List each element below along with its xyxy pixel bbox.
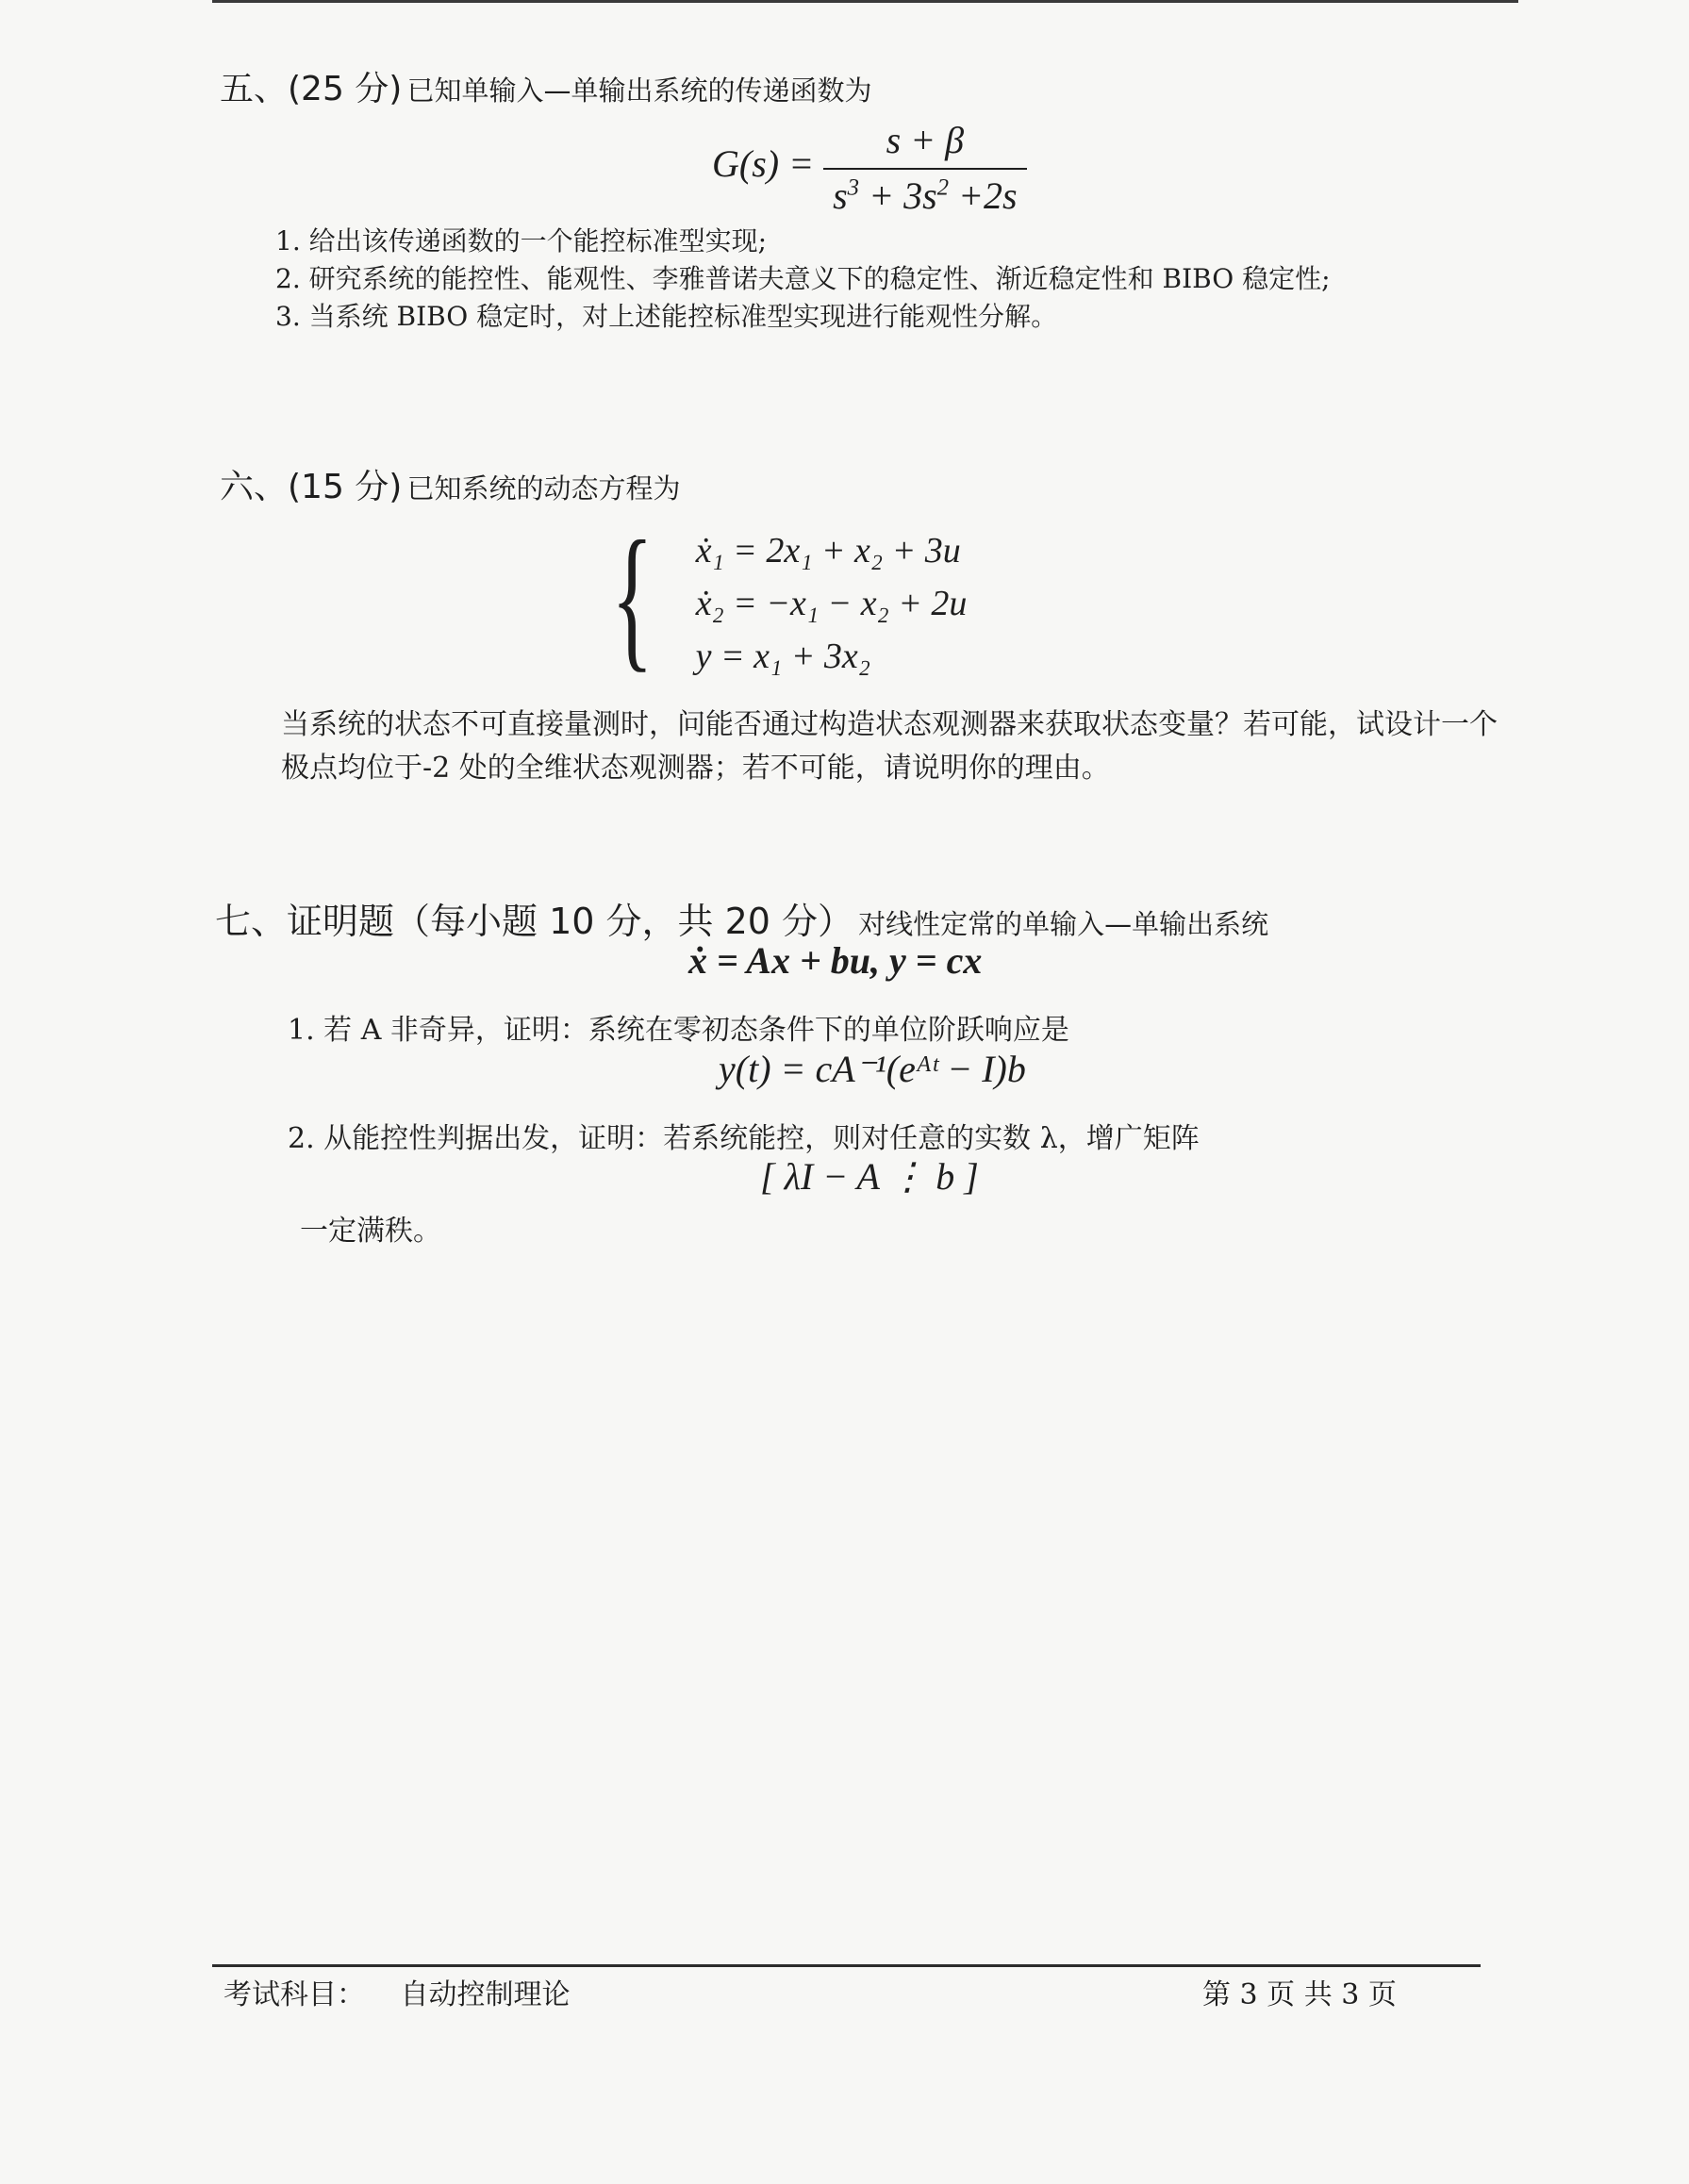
question-5-item-2: 2. 研究系统的能控性、能观性、李雅普诺夫意义下的稳定性、渐近稳定性和 BIBO 稳定性; <box>275 263 1331 294</box>
transfer-function-fraction <box>823 118 1027 218</box>
question-5-label: 五、(25 分) <box>220 70 403 108</box>
brace-symbol: { <box>611 508 654 686</box>
question-7-label: 七、证明题（每小题 10 分，共 20 分） <box>215 901 854 942</box>
question-7-item-2: 2. 从能控性判据出发，证明：若系统能控，则对任意的实数 λ，增广矩阵 <box>288 1122 1200 1155</box>
system-equation: ẋ = Ax + bu, y = cx <box>688 939 983 982</box>
augmented-matrix: [ λI − A ⋮ b ] <box>760 1155 979 1198</box>
question-5-header <box>220 62 871 110</box>
footer-page-number: 第 3 页 共 3 页 <box>1202 1978 1397 2011</box>
footer-subject-label: 考试科目： <box>224 1978 365 2011</box>
transfer-function-numerator: s + β <box>886 119 965 161</box>
question-7-item-1: 1. 若 A 非奇异，证明：系统在零初态条件下的单位阶跃响应是 <box>288 1014 1069 1047</box>
question-6-header <box>220 460 680 508</box>
transfer-function <box>712 118 1027 218</box>
question-7-header <box>215 892 1268 944</box>
footer-subject <box>224 1971 571 2012</box>
state-equation-list <box>696 517 968 690</box>
state-equation-1: ẋ₁ = 2x₁ + x₂ + 3u <box>695 531 961 571</box>
question-6-intro: 已知系统的动态方程为 <box>406 472 681 505</box>
question-6-text: 当系统的状态不可直接量测时，问能否通过构造状态观测器来获取状态变量？若可能，试设计一个极点均位于-2 处的全维状态观测器；若不可能，请说明你的理由。 <box>281 708 1498 785</box>
question-5-item-1: 1. 给出该传递函数的一个能控标准型实现; <box>275 225 768 256</box>
output-equation: y = x₁ + 3x₂ <box>695 637 870 676</box>
footer-rule <box>212 1964 1481 1967</box>
state-equation-2: ẋ₂ = −x₁ − x₂ + 2u <box>695 584 968 623</box>
question-6-label: 六、(15 分) <box>220 468 403 506</box>
question-5-item-3: 3. 当系统 BIBO 稳定时，对上述能控标准型实现进行能观性分解。 <box>275 301 1058 332</box>
footer-subject-name: 自动控制理论 <box>400 1978 571 2011</box>
transfer-function-lhs: G(s) = <box>712 142 815 186</box>
step-response-equation: y(t) = cA⁻¹(eᴬᵗ − I)b <box>719 1048 1026 1090</box>
question-7-intro: 对线性定常的单输入—单输出系统 <box>858 908 1269 940</box>
question-5-intro: 已知单输入—单输出系统的传递函数为 <box>406 74 872 107</box>
transfer-function-denominator: $s^3 + 3s^2 +2s$ <box>823 168 1027 218</box>
question-7-tail: 一定满秩。 <box>300 1215 441 1248</box>
top-rule <box>212 0 1518 3</box>
state-equations <box>611 508 968 690</box>
